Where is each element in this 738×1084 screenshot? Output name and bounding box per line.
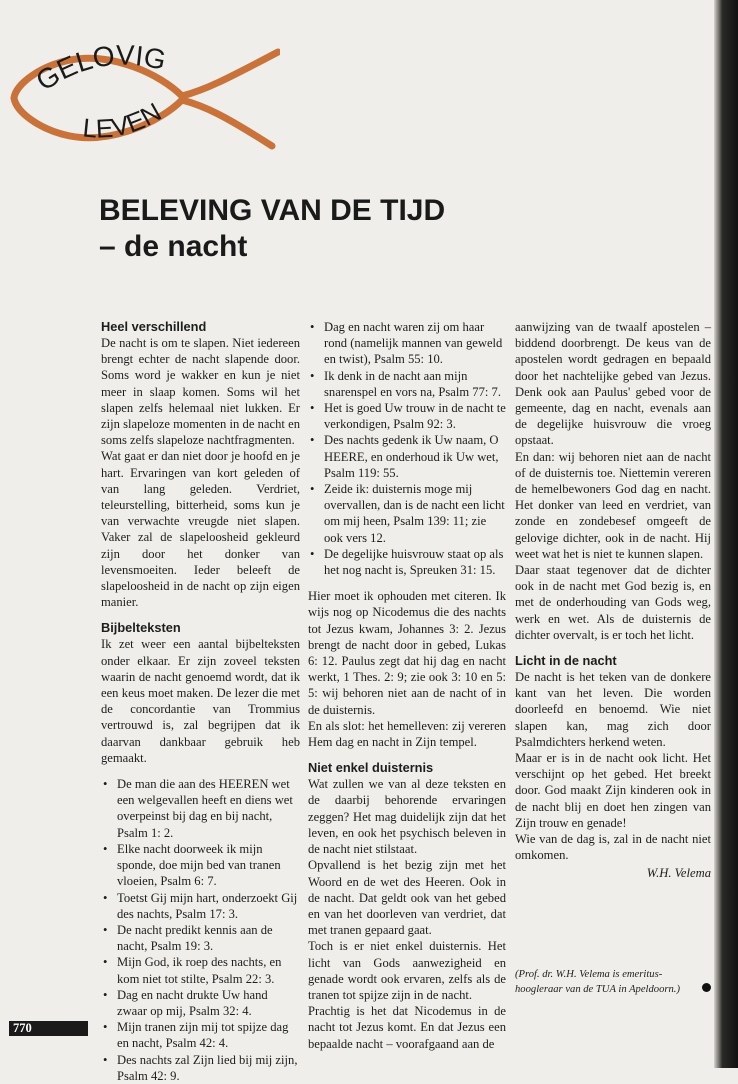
end-mark-dot (702, 983, 711, 992)
bible-text-item: • Dag en nacht drukte Uw hand zwaar op mij, Psalm 32: 4. (101, 987, 300, 1019)
bible-text-item: • Des nachts zal Zijn lied bij mij zijn, Psalm 42: 9. (101, 1052, 300, 1084)
bible-text-item: • Mijn tranen zijn mij tot spijze dag en nacht, Psalm 42: 4. (101, 1019, 300, 1051)
bible-text-list (308, 319, 506, 578)
bible-text-item: • De degelijke huisvrouw staat op als het nog nacht is, Spreuken 31: 15. (308, 546, 506, 578)
bible-text-item: • Des nachts gedenk ik Uw naam, O HEERE, en onderhoud ik Uw wet, Psalm 119: 55. (308, 432, 506, 481)
bible-text-item: • De man die aan des HEEREN wet een welgevallen heeft en diens wet overpeinst bij dag en bij nacht, Psalm 1: 2. (101, 776, 300, 841)
title-line-1: BELEVING VAN DE TIJD (99, 194, 446, 227)
paragraph: De nacht is het teken van de donkere kant van het leven. Die worden doorleefd en benoemd. Wie niet slapen kan, mag zich door Psalmdichters herkend weten. (515, 670, 711, 749)
author-signature: W.H. Velema (646, 865, 711, 880)
bible-text-item: • Elke nacht doorweek ik mijn sponde, doe mijn bed van tranen vloeien, Psalm 6: 7. (101, 841, 300, 890)
bible-text-item: • De nacht predikt kennis aan de nacht, Psalm 19: 3. (101, 922, 300, 954)
heading-niet-enkel-duisternis: Niet enkel duisternis (308, 760, 434, 776)
paragraph: Toch is er niet enkel duisternis. Het licht van Gods aanwezigheid en genade wordt ook ervaren, zelfs als de tranen tot spijze zijn in de nacht. (308, 939, 506, 1002)
paragraph: Daar staat tegenover dat de dichter ook in de nacht met God bezig is, en met de onderhouding van Gods weg, werk en wet. Als de duisternis de dichter overvalt, is er toch het licht. (515, 563, 711, 642)
paragraph: Wat gaat er dan niet door je hoofd en je hart. Ervaringen van kort geleden of van lang geleden. Verdriet, teleurstelling, bitterheid, soms kun je van verwachte vreugde niet slapen. Vaker zal de slapeloosheid gekleurd zijn door het donker van levensmoeiten. Ieder beleeft de slapeloosheid in de nacht op zijn eigen manier. (101, 449, 300, 610)
heading-bijbelteksten: Bijbelteksten (101, 620, 181, 636)
paragraph: Hier moet ik ophouden met citeren. Ik wijs nog op Nicodemus die des nachts tot Jezus kwam, Johannes 3: 2. Jezus brengt de nacht door in gebed, Lukas 6: 12. Paulus zegt dat hij dag en nacht werkt, 1 Thes. 2: 9; zie ook 3: 10 en 5: 5: wij behoren niet aan de nacht of in de duisternis. (308, 589, 506, 717)
author-note: (Prof. dr. W.H. Velema is emeritus-hoogleraar van de TUA in Apeldoorn.) (515, 969, 680, 995)
paragraph: aanwijzing van de twaalf apostelen – biddend doorbrengt. De keus van de apostelen wordt gedragen en bepaald door het nachtelijke gebed van Jezus. Denk ook aan Paulus' gebed voor de gemeente, dag en nacht, evenals aan de degelijke huisvrouw die vroeg opstaat. (515, 320, 711, 448)
title-line-2: – de nacht (99, 230, 248, 263)
column-3 (515, 319, 711, 881)
heading-heel-verschillend: Heel verschillend (101, 319, 207, 334)
fish-logo (10, 44, 280, 152)
bible-text-item: • Zeide ik: duisternis moge mij overvallen, dan is de nacht een licht om mij heen, Psalm 139: 11; zie ook vers 12. (308, 481, 506, 546)
column-2 (308, 319, 506, 1052)
paragraph: En als slot: het hemelleven: zij vereren Hem dag en nacht in Zijn tempel. (308, 718, 506, 750)
paragraph: Prachtig is het dat Nicodemus in de nacht tot Jezus komt. En dat Jezus een bepaalde nacht – voorafgaand aan de (308, 1004, 506, 1051)
paragraph: Wie van de dag is, zal in de nacht niet omkomen. (515, 832, 711, 863)
bible-text-item: • Mijn God, ik roep des nachts, en kom niet tot stilte, Psalm 22: 3. (101, 954, 300, 986)
article-title (99, 193, 619, 265)
paragraph: Wat zullen we van al deze teksten en de daarbij behorende ervaringen zeggen? Het mag duidelijk zijn dat het leven, en ook het psychisch beleven in de nacht niet stilstaat. (308, 777, 506, 857)
logo-text-bottom: LEVEN (81, 96, 167, 144)
paragraph: De nacht is om te slapen. Niet iedereen brengt echter de nacht slapende door. Soms word je wakker en kun je niet meer in slaap komen. Soms wil het slapen zelfs helemaal niet lukken. Er zijn slapeloze momenten in de nacht en soms zelfs slapeloze nachtfragmenten. (101, 336, 300, 448)
column-1 (101, 319, 300, 1084)
paragraph: Ik zet weer een aantal bijbelteksten onder elkaar. Er zijn zoveel teksten waarin de nacht genoemd wordt, dat ik een keus moet maken. De lezer die met de concordantie van Trommius vertrouwd is, zal begrijpen dat ik daarvan dankbaar gebruik heb gemaakt. (101, 637, 300, 765)
bible-text-list (101, 776, 300, 1084)
logo-text-top: GELOVIG (30, 44, 169, 97)
bible-text-item: • Ik denk in de nacht aan mijn snarenspel en vors na, Psalm 77: 7. (308, 368, 506, 400)
bible-text-item: • Dag en nacht waren zij om haar rond (namelijk mannen van geweld en twist), Psalm 55: 10. (308, 319, 506, 368)
facing-page-edge (714, 0, 738, 1068)
paragraph: Opvallend is het bezig zijn met het Woord en de wet des Heeren. Ook in de nacht. Dat geldt ook van het gebed en van het doorleven van verdriet, dat met tranen gepaard gaat. (308, 858, 506, 938)
bible-text-item: • Toetst Gij mijn hart, onderzoekt Gij des nachts, Psalm 17: 3. (101, 890, 300, 922)
bible-text-item: • Het is goed Uw trouw in de nacht te verkondigen, Psalm 92: 3. (308, 400, 506, 432)
paragraph: Maar er is in de nacht ook licht. Het verschijnt op het gebed. Het breekt door. God maakt Zijn kinderen ook in de nacht blij en doet hen zingen van Zijn trouw en genade! (515, 751, 711, 830)
page-number: 770 (13, 1021, 32, 1035)
heading-licht-in-de-nacht: Licht in de nacht (515, 653, 617, 669)
paragraph: En dan: wij behoren niet aan de nacht of de duisternis toe. Niettemin vereren de hemelbewoners God dag en nacht. Het donker van leed en verdriet, van zonde en zondebesef omgeeft de gelovige dichter, ook in de nacht. Hij weet wat het is niet te kunnen slapen. (515, 449, 711, 561)
